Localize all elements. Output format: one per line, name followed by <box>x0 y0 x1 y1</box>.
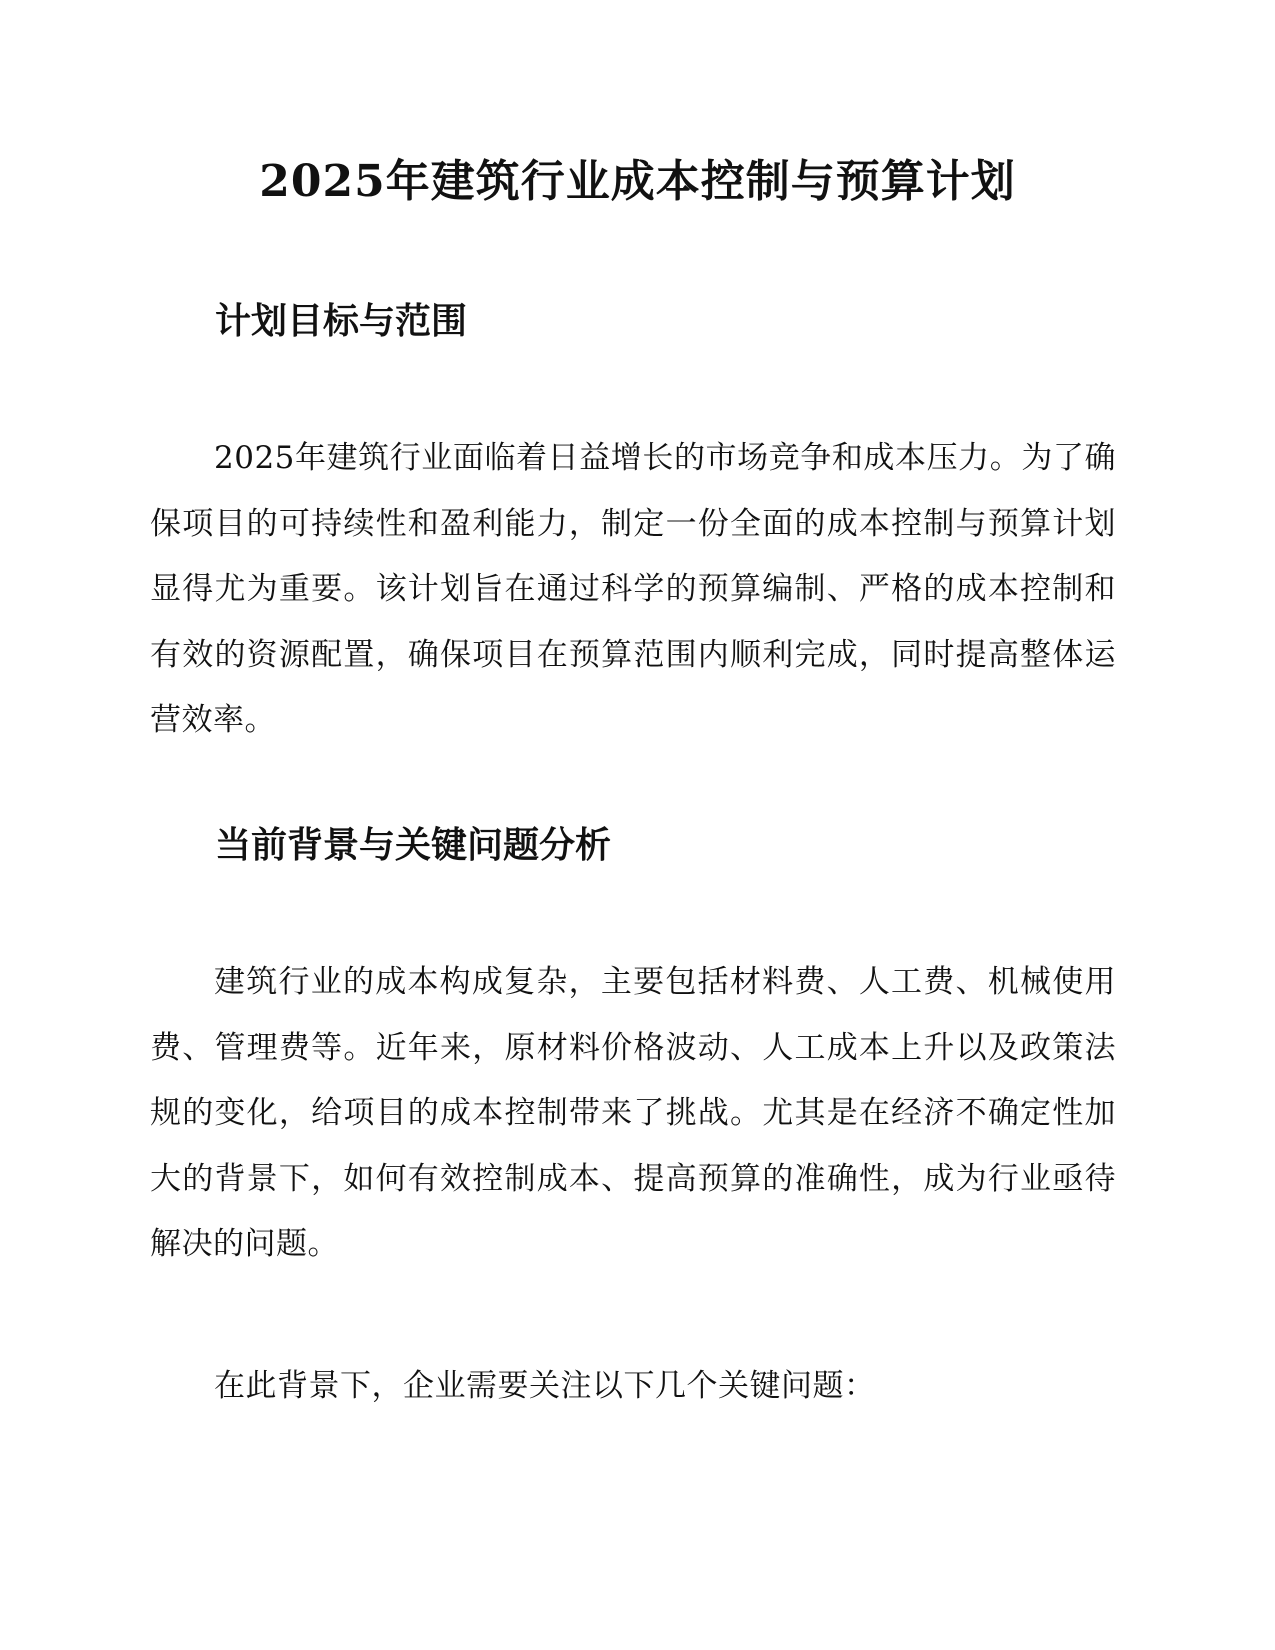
section-heading-goals-scope: 计划目标与范围 <box>215 301 468 342</box>
section-heading-background-analysis: 当前背景与关键问题分析 <box>215 825 612 866</box>
paragraph-goals-scope: 2025年建筑行业面临着日益增长的市场竞争和成本压力。为了确保项目的可持续性和盈利能力，制定一份全面的成本控制与预算计划显得尤为重要。该计划旨在通过科学的预算编制、严格的成本控制和有效的资源配置，确保项目在预算范围内顺利完成，同时提高整体运营效率。 <box>150 440 1116 738</box>
paragraph-background: 建筑行业的成本构成复杂，主要包括材料费、人工费、机械使用费、管理费等。近年来，原材料价格波动、人工成本上升以及政策法规的变化，给项目的成本控制带来了挑战。尤其是在经济不确定性加大的背景下，如何有效控制成本、提高预算的准确性，成为行业亟待解决的问题。 <box>150 964 1116 1262</box>
paragraph-key-issues-intro: 在此背景下，企业需要关注以下几个关键问题： <box>214 1368 876 1404</box>
document-title: 2025年建筑行业成本控制与预算计划 <box>259 156 1016 207</box>
